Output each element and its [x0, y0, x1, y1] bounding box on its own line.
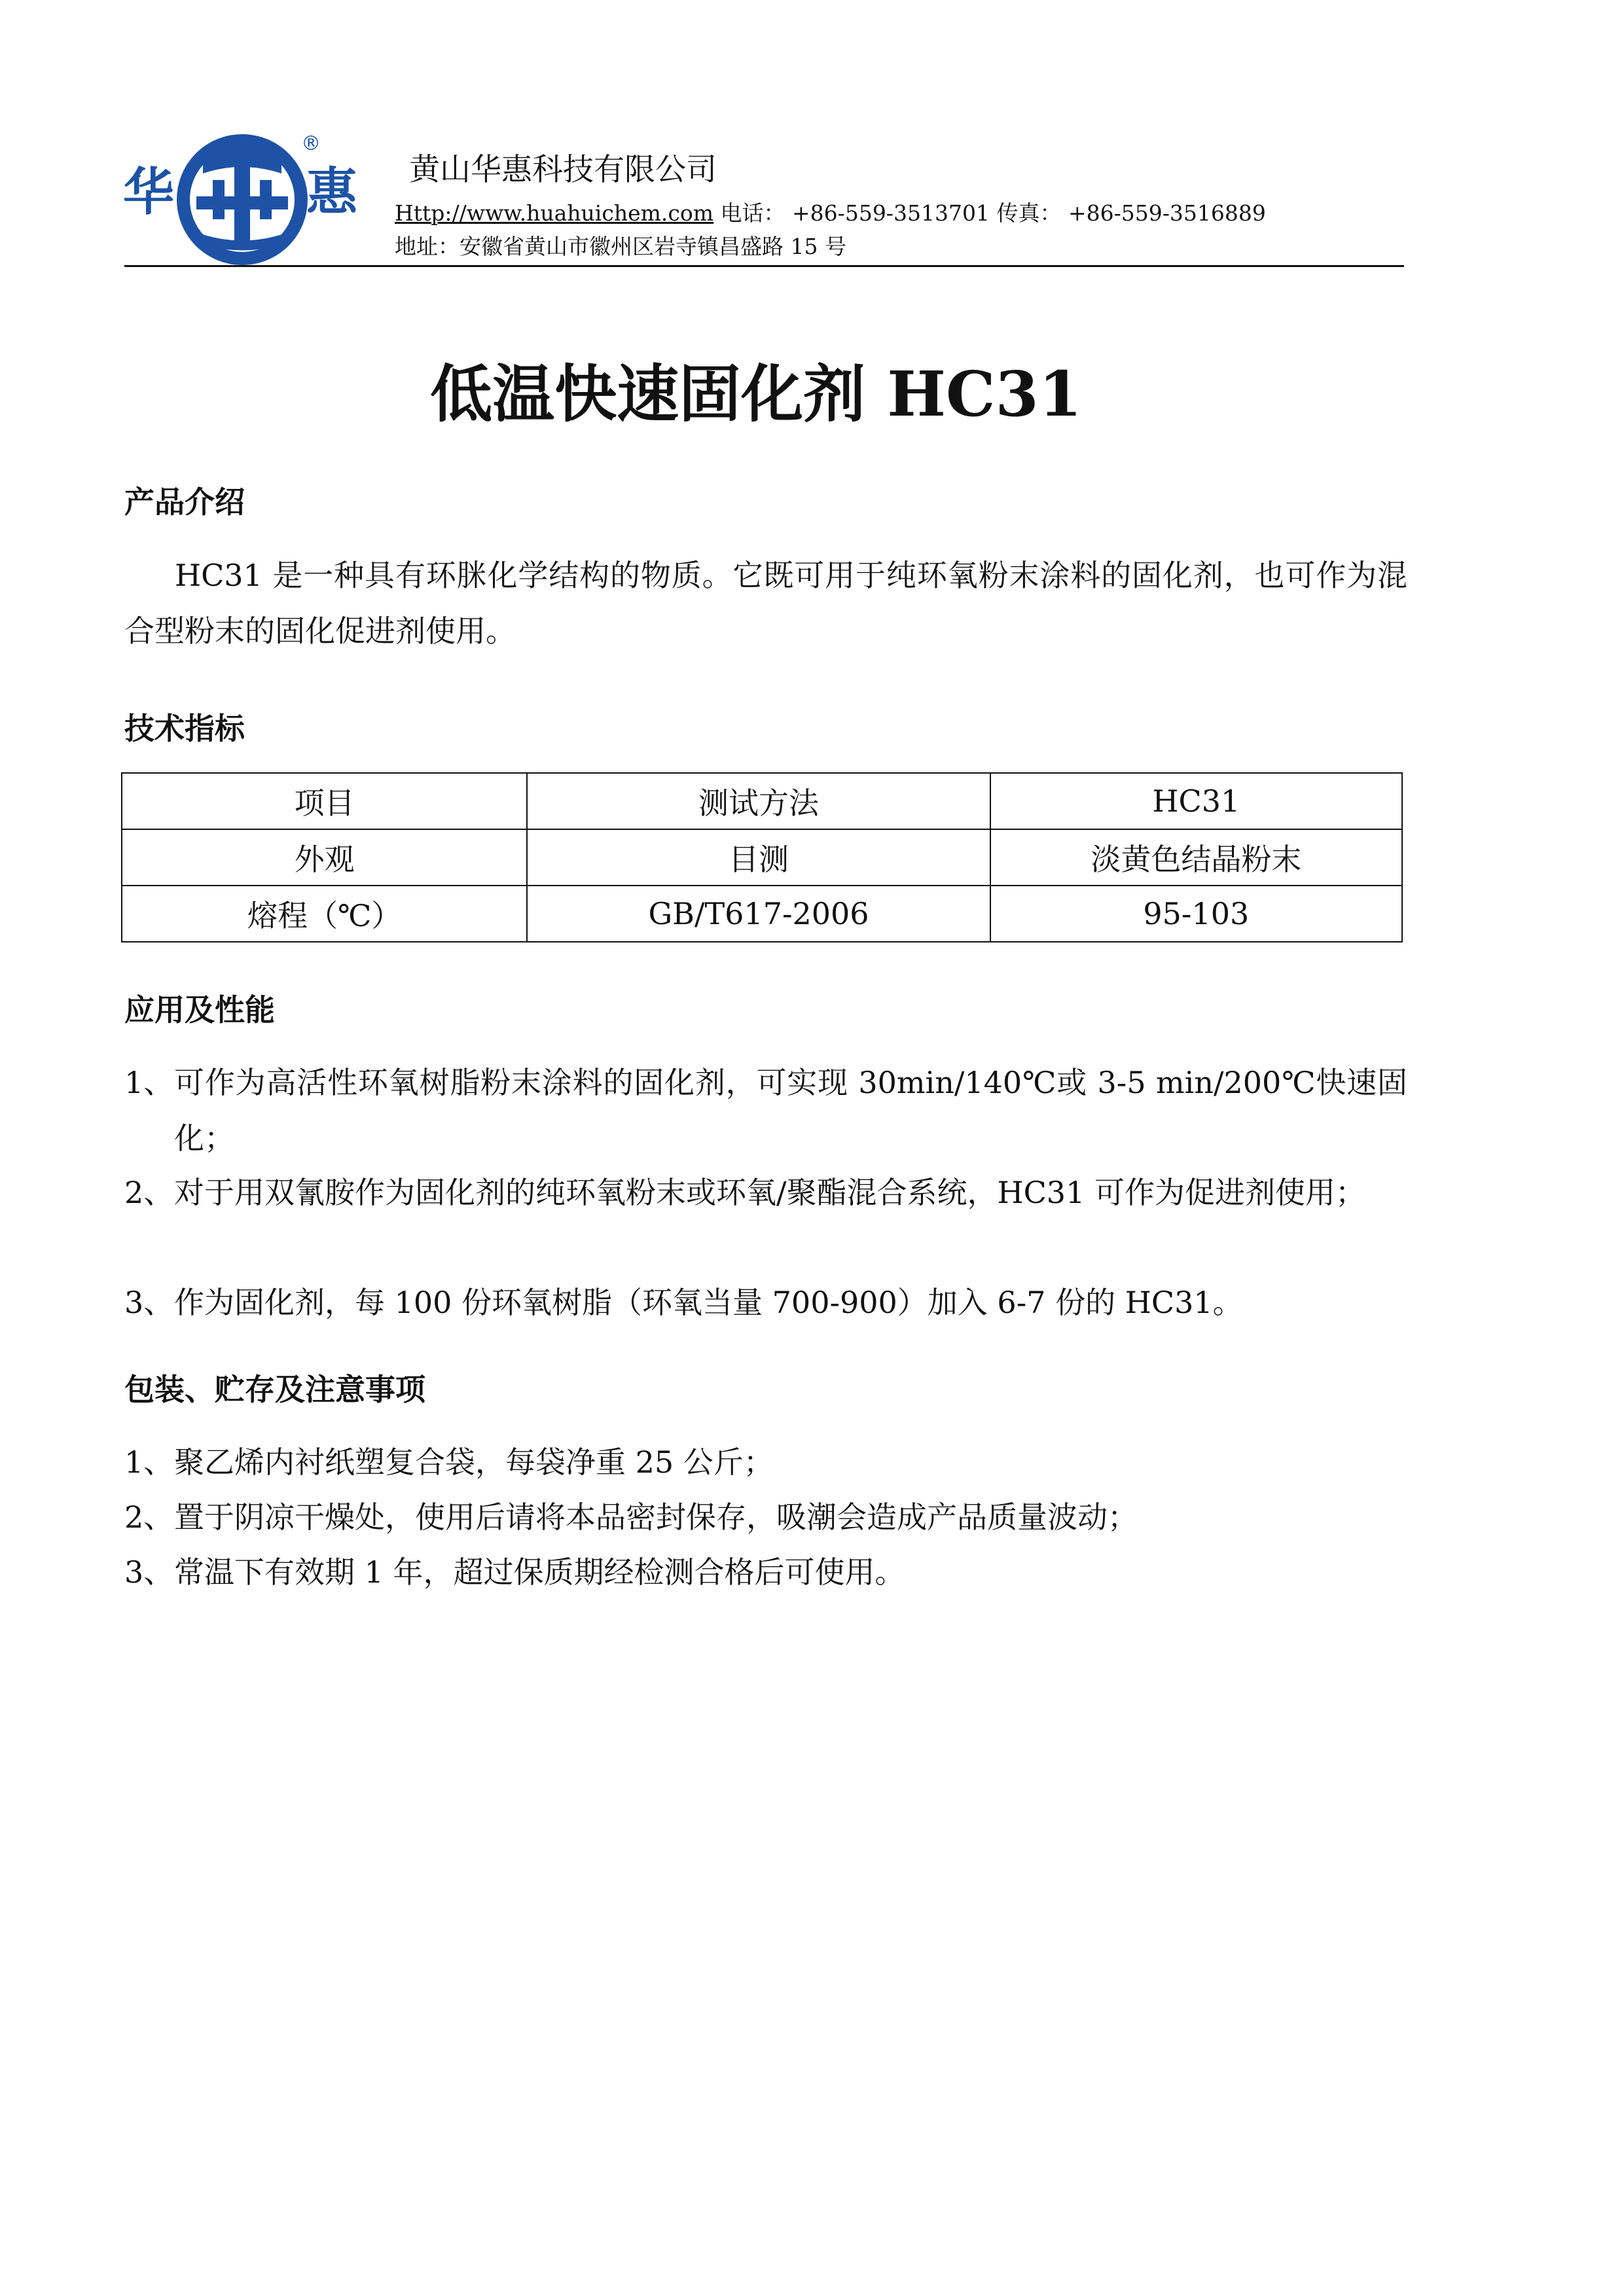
phone-number: +86-559-3513701	[792, 200, 990, 226]
table-header-cell: HC31	[990, 773, 1402, 829]
intro-paragraph: HC31 是一种具有环脒化学结构的物质。它既可用于纯环氧粉末涂料的固化剂，也可作为混合型粉末的固化促进剂使用。	[124, 558, 1407, 649]
spec-table	[121, 772, 1403, 942]
list-number: 3、	[124, 1554, 174, 1590]
fax-number: +86-559-3516889	[1068, 200, 1266, 226]
list-text: 常温下有效期 1 年，超过保质期经检测合格后可使用。	[174, 1554, 905, 1590]
fax-label: 传真：	[996, 200, 1062, 226]
packaging-heading: 包装、贮存及注意事项	[124, 1372, 425, 1407]
table-cell: 目测	[527, 829, 990, 886]
logo-char-hui: 惠	[306, 163, 358, 222]
company-logo	[123, 134, 359, 265]
table-header-cell: 测试方法	[527, 773, 990, 829]
table-header-row	[122, 773, 1402, 829]
list-item	[124, 1165, 1407, 1221]
logo-emblem-icon	[177, 134, 308, 265]
document-title: 低温快速固化剂 HC31	[430, 358, 1082, 431]
list-number: 2、	[124, 1499, 174, 1535]
website-link[interactable]: Http://www.huahuichem.com	[395, 200, 714, 226]
list-number: 2、	[124, 1175, 174, 1210]
list-text: 置于阴凉干燥处，使用后请将本品密封保存，吸潮会造成产品质量波动；	[174, 1499, 1138, 1535]
table-cell: GB/T617-2006	[527, 886, 990, 942]
list-item	[124, 1490, 1407, 1545]
phone-label: 电话：	[720, 200, 785, 226]
company-name: 黄山华惠科技有限公司	[409, 152, 717, 188]
list-number: 1、	[124, 1065, 174, 1100]
list-text: 对于用双氰胺作为固化剂的纯环氧粉末或环氧/聚酯混合系统，HC31 可作为促进剂使用；	[174, 1175, 1365, 1210]
contact-line	[395, 202, 1266, 224]
table-cell: 熔程（℃）	[122, 886, 527, 942]
table-cell: 淡黄色结晶粉末	[990, 829, 1402, 886]
table-cell: 95-103	[990, 886, 1402, 942]
registered-mark: ®	[301, 132, 321, 155]
application-heading: 应用及性能	[124, 992, 275, 1028]
table-row	[122, 829, 1402, 886]
list-item	[124, 1275, 1407, 1331]
table-row	[122, 886, 1402, 942]
logo-char-hua: 华	[123, 163, 175, 222]
table-cell: 外观	[122, 829, 527, 886]
intro-heading: 产品介绍	[124, 484, 245, 520]
list-text: 可作为高活性环氧树脂粉末涂料的固化剂，可实现 30min/140℃或 3-5 min/200℃快速固化；	[174, 1065, 1407, 1156]
list-item	[124, 1435, 1407, 1490]
specs-heading: 技术指标	[124, 711, 245, 746]
list-text: 作为固化剂，每 100 份环氧树脂（环氧当量 700-900）加入 6-7 份的 HC31。	[174, 1285, 1243, 1320]
list-item	[124, 1545, 1407, 1600]
list-text: 聚乙烯内衬纸塑复合袋，每袋净重 25 公斤；	[174, 1444, 774, 1480]
list-number: 1、	[124, 1444, 174, 1480]
address-line: 地址：安徽省黄山市徽州区岩寺镇昌盛路 15 号	[395, 234, 846, 259]
list-number: 3、	[124, 1285, 174, 1320]
header-divider	[124, 265, 1404, 267]
list-item	[124, 1055, 1407, 1166]
table-header-cell: 项目	[122, 773, 527, 829]
